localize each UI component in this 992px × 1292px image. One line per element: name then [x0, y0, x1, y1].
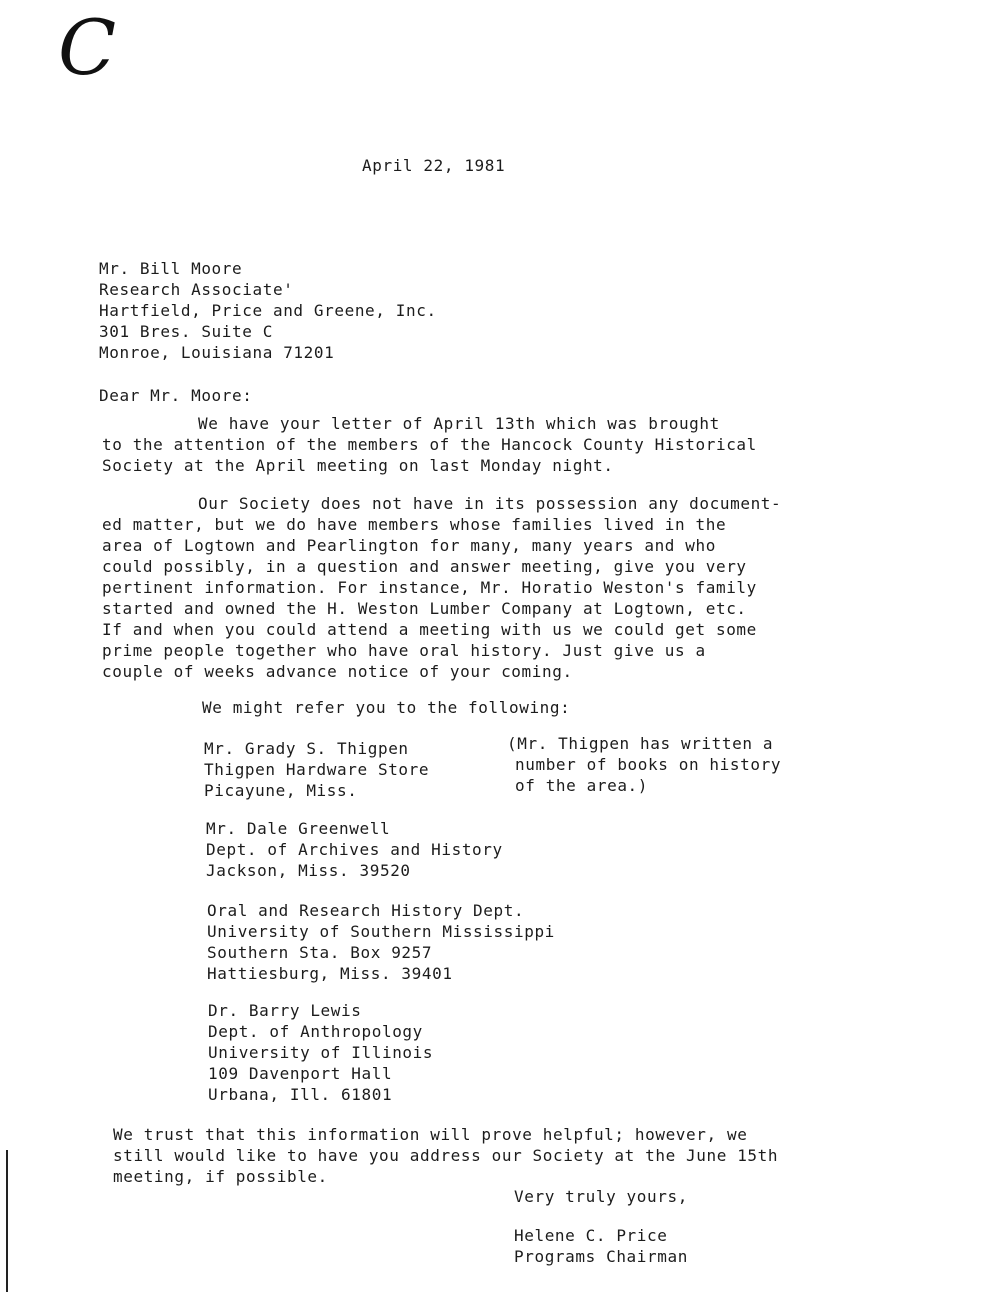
signer-name: Helene C. Price — [514, 1226, 668, 1245]
contact-line: Jackson, Miss. 39520 — [206, 861, 411, 880]
contact-line: Southern Sta. Box 9257 — [207, 943, 433, 962]
recipient-line: Monroe, Louisiana 71201 — [99, 343, 335, 362]
refer-intro: We might refer you to the following: — [202, 698, 571, 717]
recipient-line: Research Associate' — [99, 280, 294, 299]
note-line: number of books on history — [515, 755, 782, 774]
complimentary-closing: Very truly yours, — [514, 1187, 688, 1206]
contact-line: University of Southern Mississippi — [207, 922, 555, 941]
salutation: Dear Mr. Moore: — [99, 386, 253, 405]
paragraph-line: We have your letter of April 13th which was brought — [198, 414, 720, 433]
recipient-line: Hartfield, Price and Greene, Inc. — [99, 301, 437, 320]
contact-line: Mr. Dale Greenwell — [206, 819, 391, 838]
contact-line: University of Illinois — [208, 1043, 434, 1062]
recipient-line: Mr. Bill Moore — [99, 259, 243, 278]
paragraph-line: ed matter, but we do have members whose families lived in the — [102, 515, 727, 534]
contact-thigpen-note — [507, 733, 781, 796]
contact-line: 109 Davenport Hall — [208, 1064, 393, 1083]
paragraph-line: area of Logtown and Pearlington for many, many years and who — [102, 536, 716, 555]
paragraph-line: could possibly, in a question and answer meeting, give you very — [102, 557, 747, 576]
handwritten-mark: C — [58, 3, 117, 92]
contact-line: Dept. of Anthropology — [208, 1022, 423, 1041]
contact-line: Mr. Grady S. Thigpen — [204, 739, 409, 758]
scan-edge — [6, 1150, 8, 1292]
paragraph-line: Society at the April meeting on last Monday night. — [102, 456, 614, 475]
paragraph-2 — [102, 493, 781, 682]
paragraph-line: We trust that this information will prove helpful; however, we — [113, 1125, 748, 1144]
signer-title: Programs Chairman — [514, 1247, 688, 1266]
note-line: of the area.) — [515, 776, 649, 795]
contact-greenwell — [206, 818, 503, 881]
letter-date: April 22, 1981 — [362, 156, 506, 175]
paragraph-line: started and owned the H. Weston Lumber Company at Logtown, etc. — [102, 599, 747, 618]
paragraph-line: couple of weeks advance notice of your coming. — [102, 662, 573, 681]
contact-line: Picayune, Miss. — [204, 781, 358, 800]
note-line: (Mr. Thigpen has written a — [507, 734, 774, 753]
paragraph-line: pertinent information. For instance, Mr. Horatio Weston's family — [102, 578, 757, 597]
paragraph-line: If and when you could attend a meeting with us we could get some — [102, 620, 757, 639]
paragraph-1 — [102, 413, 757, 476]
paragraph-line: still would like to have you address our Society at the June 15th — [113, 1146, 779, 1165]
contact-line: Dept. of Archives and History — [206, 840, 503, 859]
signature-block — [514, 1225, 688, 1267]
contact-line: Hattiesburg, Miss. 39401 — [207, 964, 453, 983]
contact-line: Urbana, Ill. 61801 — [208, 1085, 393, 1104]
recipient-address — [99, 258, 437, 363]
contact-line: Dr. Barry Lewis — [208, 1001, 362, 1020]
contact-thigpen — [204, 738, 429, 801]
contact-line: Oral and Research History Dept. — [207, 901, 525, 920]
paragraph-line: to the attention of the members of the Hancock County Historical — [102, 435, 757, 454]
recipient-line: 301 Bres. Suite C — [99, 322, 273, 341]
paragraph-line: meeting, if possible. — [113, 1167, 328, 1186]
contact-usm — [207, 900, 555, 984]
contact-line: Thigpen Hardware Store — [204, 760, 430, 779]
paragraph-line: Our Society does not have in its possession any document- — [198, 494, 782, 513]
contact-lewis — [208, 1000, 433, 1105]
paragraph-line: prime people together who have oral history. Just give us a — [102, 641, 706, 660]
closing-paragraph — [113, 1124, 778, 1187]
